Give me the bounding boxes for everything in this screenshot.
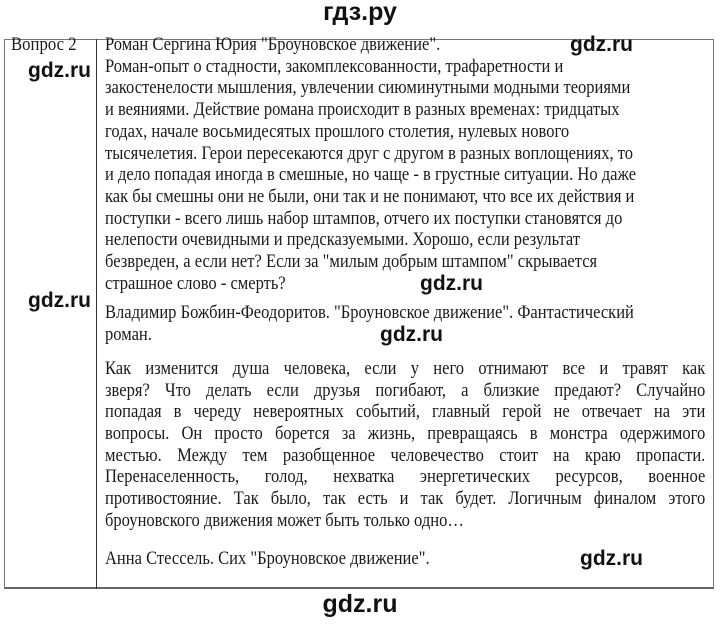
text-line: Анна Стессель. Сих "Броуновское движение". [105, 548, 430, 570]
paragraph-description [105, 358, 705, 532]
text-line: вопросы. Он просто борется за жизнь, превращаясь в монстра одержимого [105, 422, 706, 444]
watermark: gdz.ru [28, 59, 91, 82]
text-line: поступки - всего лишь набор штампов, отчего их поступки становятся до [105, 207, 623, 229]
site-header: гдз.ру [323, 0, 397, 26]
column-divider [96, 39, 97, 589]
text-line: нелепости очевидными и предсказуемыми. Хорошо, если результат [105, 229, 581, 251]
text-line: безвреден, а если нет? Если за "милым добрым штампом" скрывается [105, 251, 598, 273]
text-line: местью. Между тем разобщенное человечество стоит на краю пропасти. [105, 444, 706, 466]
paragraph-sergin [105, 34, 705, 294]
text-line: страшное слово - смерть? [105, 272, 286, 294]
text-line: Как изменится душа человека, если у него отнимают все и травят как [105, 357, 706, 379]
text-line: роман. [105, 324, 152, 346]
text-line: как бы смешны они не были, они так и не понимают, что все их действия и [105, 185, 635, 207]
text-line: броуновского движения может быть только одно… [105, 509, 464, 531]
text-line: Перенаселенность, голод, нехватка энергетических ресурсов, военное [105, 466, 706, 488]
text-line: и дело попадая иногда в смешные, но чаще - в грустные ситуации. Но даже [105, 164, 637, 186]
text-line: Владимир Божбин-Феодоритов. "Броуновское движение". Фантастический [105, 302, 634, 324]
text-line: закостенелости мышления, увлечении сиюминутными модными теориями [105, 77, 631, 99]
question-label: Вопрос 2 [11, 34, 77, 55]
text-line: Роман Сергина Юрия "Броуновское движение". [105, 34, 441, 55]
watermark: gdz.ru [28, 289, 91, 312]
watermark: gdz.ru [570, 33, 633, 56]
text-line: зверя? Что делать если друзья погибают, а близкие предают? Случайно [105, 379, 706, 401]
text-line: противостояние. Так было, так есть и так будет. Логичным финалом этого [105, 488, 706, 510]
watermark: gdz.ru [380, 323, 443, 346]
site-footer: gdz.ru [322, 590, 398, 618]
watermark: gdz.ru [580, 547, 643, 570]
text-line: годах, начале восьмидесятых прошлого столетия, нулевых нового [105, 120, 570, 142]
text-line: тысячелетия. Герои пересекаются друг с другом в разных воплощениях, то [105, 142, 634, 164]
text-line: попадая в череду невероятных событий, главный герой не отвечает на эти [105, 401, 706, 423]
watermark: gdz.ru [420, 272, 483, 295]
answer-cell [105, 34, 705, 570]
text-line: и веяниями. Действие романа происходит в разных временах: тридцатых [105, 99, 620, 121]
text-line: Роман-опыт о стадности, закомплексованности, трафаретности и [105, 55, 564, 77]
